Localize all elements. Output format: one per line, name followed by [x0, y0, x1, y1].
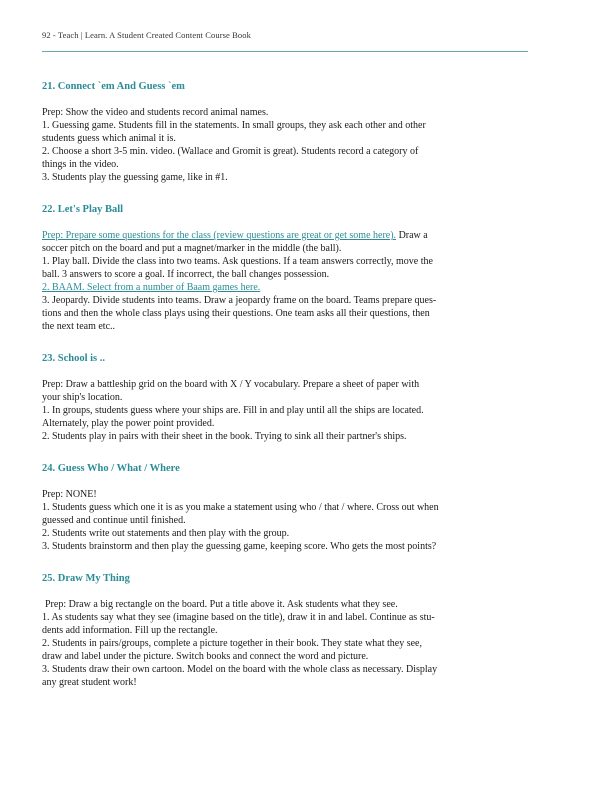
questions-link[interactable]: Prep: Prepare some questions for the class (review questions are great or get some here). — [42, 230, 397, 241]
text-line: things in the video. — [42, 159, 119, 170]
baam-games-link[interactable]: 2. BAAM. Select from a number of Baam games here. — [42, 282, 261, 293]
text-fragment: Draw a — [396, 230, 428, 241]
text-line: 2. Choose a short 3-5 min. video. (Wallace and Gromit is great). Students record a category of — [42, 146, 419, 157]
text-line: 2. Students write out statements and then play with the group. — [42, 528, 290, 539]
text-line: 1. Play ball. Divide the class into two teams. Ask questions. If a team answers correctly, move the — [42, 256, 433, 267]
text-line: Prep: Draw a battleship grid on the board with X / Y vocabulary. Prepare a sheet of paper with — [42, 379, 420, 390]
text-line: 2. Students play in pairs with their sheet in the book. Trying to sink all their partner's ships. — [42, 431, 407, 442]
section-title: 21. Connect `em And Guess `em — [42, 81, 185, 92]
text-line: 3. Students play the guessing game, like in #1. — [42, 172, 228, 183]
text-line — [42, 229, 482, 242]
section-title: 23. School is .. — [42, 353, 106, 364]
section-24 — [42, 462, 482, 553]
text-line: students guess which animal it is. — [42, 133, 176, 144]
text-line: 1. In groups, students guess where your ships are. Fill in and play until all the ships are located. — [42, 405, 424, 416]
section-21 — [42, 80, 482, 184]
section-23 — [42, 352, 482, 443]
text-line: the next team etc.. — [42, 321, 116, 332]
text-line: 1. As students say what they see (imagine based on the title), draw it in and label. Continue as stu- — [42, 612, 435, 623]
text-line: your ship's location. — [42, 392, 123, 403]
text-line: guessed and continue until finished. — [42, 515, 186, 526]
text-line: soccer pitch on the board and put a magnet/marker in the middle (the ball). — [42, 243, 342, 254]
section-title: 22. Let's Play Ball — [42, 204, 124, 215]
text-line: 2. Students in pairs/groups, complete a picture together in their book. They state what they see, — [42, 638, 422, 649]
section-title: 25. Draw My Thing — [42, 573, 130, 584]
section-22 — [42, 203, 482, 333]
text-line: dents add information. Fill up the rectangle. — [42, 625, 218, 636]
text-line: ball. 3 answers to score a goal. If incorrect, the ball changes possession. — [42, 269, 330, 280]
running-header: 92 - Teach | Learn. A Student Created Content Course Book — [42, 30, 251, 40]
page-content — [42, 80, 482, 708]
text-line: Prep: Draw a big rectangle on the board. Put a title above it. Ask students what they see. — [45, 599, 398, 610]
text-line: Alternately, play the power point provided. — [42, 418, 215, 429]
text-line: Prep: Show the video and students record animal names. — [42, 107, 269, 118]
section-25 — [42, 572, 482, 689]
text-line: Prep: NONE! — [42, 489, 97, 500]
text-line: any great student work! — [42, 677, 137, 688]
text-line — [42, 281, 482, 294]
text-line: 3. Students draw their own cartoon. Model on the board with the whole class as necessary. Display — [42, 664, 438, 675]
header-rule — [42, 51, 528, 52]
text-line: draw and label under the picture. Switch books and connect the word and picture. — [42, 651, 369, 662]
text-line: 1. Guessing game. Students fill in the statements. In small groups, they ask each other and other — [42, 120, 426, 131]
section-title: 24. Guess Who / What / Where — [42, 463, 180, 474]
text-line: tions and then the whole class plays using their questions. One team asks all their questions, then — [42, 308, 430, 319]
text-line: 3. Jeopardy. Divide students into teams. Draw a jeopardy frame on the board. Teams prepare ques- — [42, 295, 437, 306]
text-line: 1. Students guess which one it is as you make a statement using who / that / where. Cross out when — [42, 502, 439, 513]
text-line: 3. Students brainstorm and then play the guessing game, keeping score. Who gets the most points? — [42, 541, 437, 552]
